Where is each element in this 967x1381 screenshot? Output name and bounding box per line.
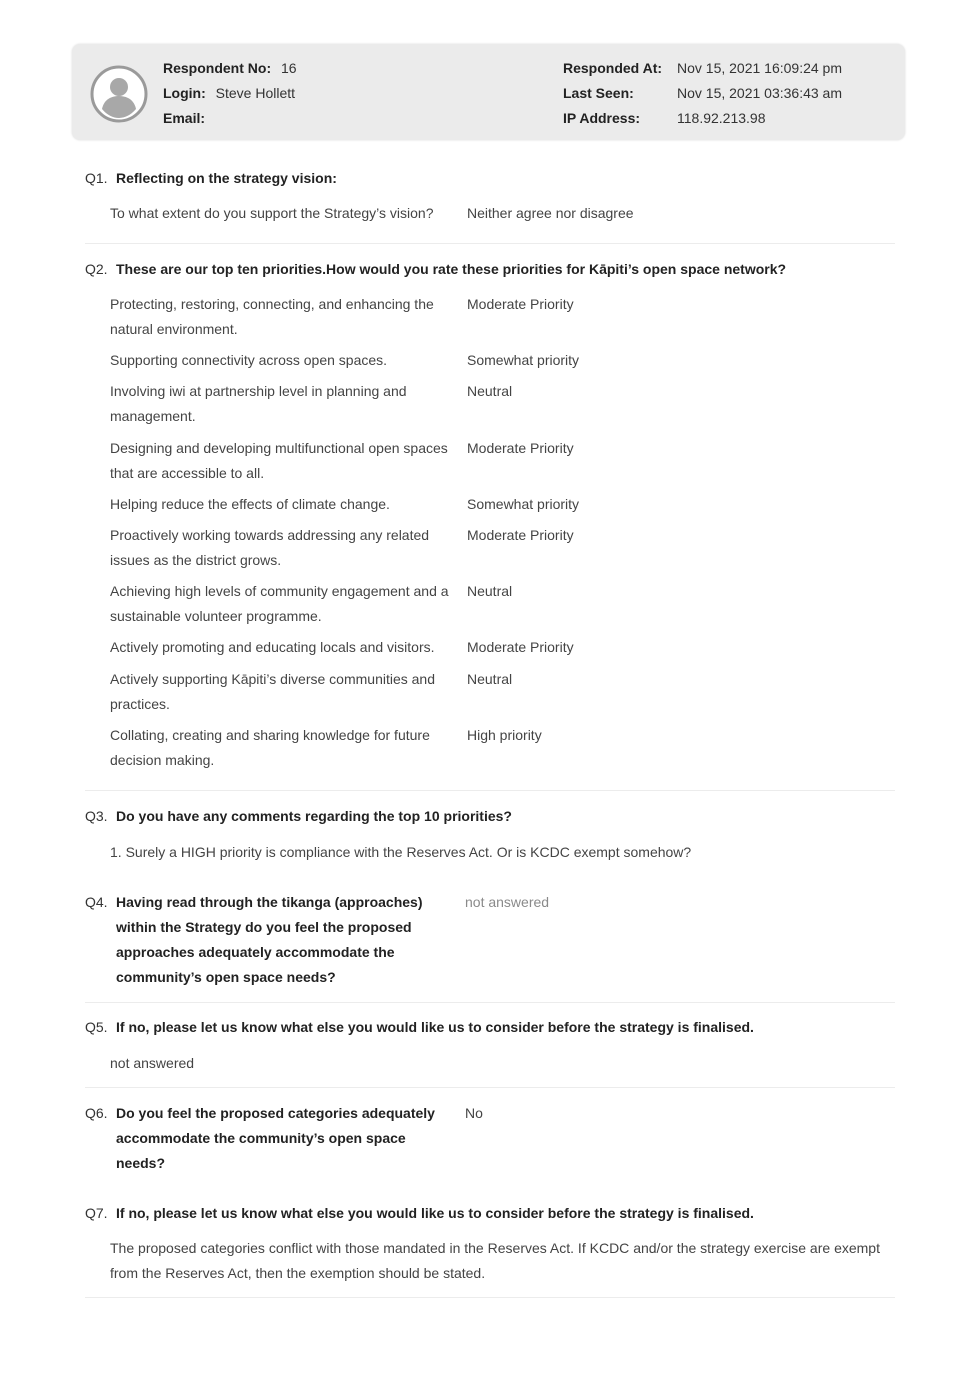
- respondent-header: [72, 44, 905, 140]
- last-seen-value: Nov 15, 2021 03:36:43 am: [677, 85, 843, 101]
- login-value: Steve Hollett: [215, 85, 296, 101]
- q2-item-label: Protecting, restoring, connecting, and enhancing the natural environment.: [110, 296, 434, 337]
- question-number: Q2.: [85, 261, 108, 277]
- responded-at-label: Responded At:: [563, 60, 663, 76]
- question-number: Q3.: [85, 808, 108, 824]
- ip-value-wrap: [677, 110, 766, 126]
- q2-item-answer: Somewhat priority: [467, 496, 580, 512]
- q2-item-answer: Neutral: [467, 671, 513, 687]
- question-number: Q5.: [85, 1019, 108, 1035]
- q2-item-answer: Moderate Priority: [467, 639, 574, 655]
- question-number: Q4.: [85, 894, 108, 910]
- respondent-no-value: 16: [281, 60, 297, 76]
- last-seen-value-wrap: [677, 85, 842, 101]
- divider: [85, 1002, 895, 1003]
- q2-item-label: Actively promoting and educating locals and visitors.: [110, 639, 435, 655]
- q2-item-answer: Moderate Priority: [467, 296, 574, 312]
- q2-item-label: Proactively working towards addressing any related issues as the district grows.: [110, 527, 430, 568]
- q2-item-answer: Somewhat priority: [467, 352, 580, 368]
- q2-item-answer: High priority: [467, 727, 542, 743]
- q6-answer: No: [465, 1105, 483, 1121]
- question-title: If no, please let us know what else you would like us to consider before the strategy is finalised.: [116, 1019, 754, 1035]
- question-number: Q6.: [85, 1105, 108, 1121]
- q5-answer: not answered: [110, 1055, 195, 1071]
- q1-item-label: To what extent do you support the Strategy’s vision?: [110, 205, 434, 221]
- q2-item-answer: Neutral: [467, 383, 513, 399]
- ip-label: IP Address:: [563, 110, 641, 126]
- question-title: Do you have any comments regarding the top 10 priorities?: [116, 808, 512, 824]
- q2-item-label: Involving iwi at partnership level in planning and management.: [110, 383, 407, 424]
- q2-item-answer: Moderate Priority: [467, 440, 574, 456]
- q2-item-label: Collating, creating and sharing knowledge for future decision making.: [110, 727, 430, 768]
- email-label: Email:: [163, 110, 206, 126]
- ip-row: [563, 110, 640, 126]
- divider: [85, 790, 895, 791]
- q2-item-label: Supporting connectivity across open spaces.: [110, 352, 388, 368]
- responded-at-value-wrap: [677, 60, 842, 76]
- q7-answer: The proposed categories conflict with those mandated in the Reserves Act. If KCDC and/or the strategy exercise are exempt from the Reserves Act, then the exemption should be stated.: [110, 1240, 880, 1281]
- login-label: Login:: [163, 85, 206, 101]
- question-title: Reflecting on the strategy vision:: [116, 170, 337, 186]
- login-row: [163, 85, 295, 101]
- q2-item-label: Actively supporting Kāpiti’s diverse communities and practices.: [110, 671, 436, 712]
- respondent-no-row: [163, 60, 297, 76]
- q2-item-label: Achieving high levels of community engagement and a sustainable volunteer programme.: [110, 583, 449, 624]
- ip-value: 118.92.213.98: [677, 110, 766, 126]
- question-number: Q1.: [85, 170, 108, 186]
- user-avatar-icon: [90, 65, 148, 123]
- last-seen-row: [563, 85, 634, 101]
- q3-answer: 1. Surely a HIGH priority is compliance with the Reserves Act. Or is KCDC exempt somehow?: [110, 844, 692, 860]
- q2-item-answer: Moderate Priority: [467, 527, 574, 543]
- question-title: Do you feel the proposed categories adequately accommodate the community’s open space needs?: [116, 1105, 435, 1171]
- q2-item-label: Designing and developing multifunctional open spaces that are accessible to all.: [110, 440, 448, 481]
- respondent-no-label: Respondent No:: [163, 60, 272, 76]
- q1-answer: Neither agree nor disagree: [467, 205, 634, 221]
- q2-item-answer: Neutral: [467, 583, 513, 599]
- last-seen-label: Last Seen:: [563, 85, 634, 101]
- divider: [85, 1297, 895, 1298]
- responded-at-value: Nov 15, 2021 16:09:24 pm: [677, 60, 843, 76]
- divider: [85, 1087, 895, 1088]
- question-title: These are our top ten priorities.How would you rate these priorities for Kāpiti’s open space network?: [116, 261, 787, 277]
- responded-at-row: [563, 60, 662, 76]
- divider: [85, 243, 895, 244]
- question-title: Having read through the tikanga (approaches) within the Strategy do you feel the proposed approaches adequately accommodate the community’s open space needs?: [116, 894, 423, 985]
- q4-answer: not answered: [465, 894, 550, 910]
- email-row: [163, 110, 211, 126]
- q2-item-label: Helping reduce the effects of climate change.: [110, 496, 390, 512]
- question-title: If no, please let us know what else you would like us to consider before the strategy is finalised.: [116, 1205, 754, 1221]
- question-number: Q7.: [85, 1205, 108, 1221]
